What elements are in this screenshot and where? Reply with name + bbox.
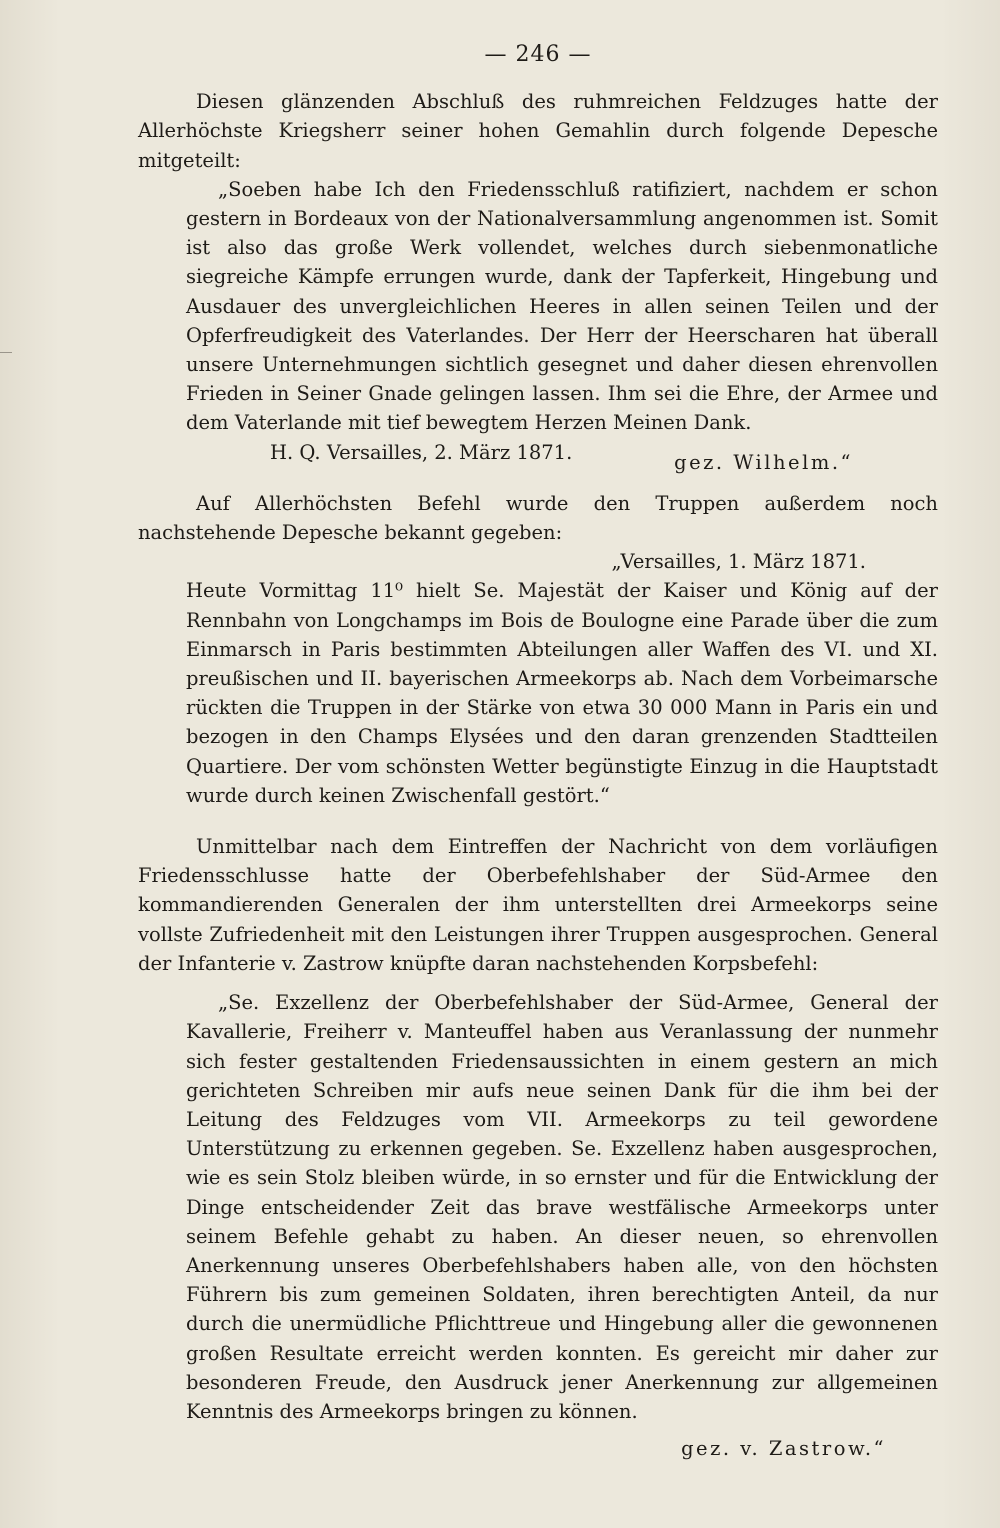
telegram-text-1: „Soeben habe Ich den Friedensschluß ratifiziert, nachdem er schon gestern in Bordeaux von der Nationalversammlung angenommen ist. Somit ist also das große Werk vollendet, welches durch siebenmonatliche siegreiche Kämpfe errungen wurde, dank der Tapferkeit, Hingebung und Ausdauer des unvergleichlichen Heeres in allen seinen Teilen und der Opferfreudigkeit des Vaterlandes. Der Herr der Heerscharen hat überall unsere Unternehmungen sichtlich gesegnet und daher diesen ehrenvollen Frieden in Seiner Gnade gelingen lassen. Ihm sei die Ehre, der Armee und dem Vaterlande mit tief bewegtem Herzen Meinen Dank. (186, 177, 938, 435)
page-number: — 246 — (484, 42, 592, 67)
place-date: H. Q. Versailles, 2. März 1871. (270, 440, 573, 464)
signature-row-1 (186, 438, 938, 474)
telegram-text-2: Heute Vormittag 11⁰ hielt Se. Majestät der Kaiser und König auf der Rennbahn von Longchamps im Bois de Boulogne eine Parade über die zum Einmarsch in Paris bestimmten Abteilungen aller Waffen des VI. und XI. preußischen und II. bayerischen Armeekorps ab. Nach dem Vorbeimarsche rückten die Truppen in der Stärke von etwa 30 000 Mann in Paris ein und bezogen in den Champs Elysées und den daran grenzenden Stadtteilen Quartiere. Der vom schönsten Wetter begünstigte Einzug in die Hauptstadt wurde durch keinen Zwischenfall gestört.“ (186, 579, 938, 807)
telegram-quote-2 (138, 547, 938, 810)
telegram-quote-1 (138, 175, 938, 474)
intro-paragraph: Diesen glänzenden Abschluß des ruhmreichen Feldzuges hatte der Allerhöchste Kriegsherr seiner hohen Gemahlin durch folgende Depesche mitgeteilt: (138, 90, 938, 172)
corps-order-quote (138, 988, 938, 1463)
telegram-date-2: „Versailles, 1. März 1871. (611, 550, 866, 574)
corps-order-text: „Se. Exzellenz der Oberbefehlshaber der Süd-Armee, General der Kavallerie, Freiherr v. Manteuffel haben aus Veranlassung der nunmehr sich fester gestaltenden Friedensaussichten in einem gestern an mich gerichteten Schreiben mir aufs neue seinen Dank für die ihm bei der Leitung des Feldzuges vom VII. Armeekorps zu teil gewordene Unterstützung zu erkennen gegeben. Se. Exzellenz haben ausgesprochen, wie es sein Stolz bleiben würde, in so ernster und für die Entwicklung der Dinge entscheidender Zeit das brave westfälische Armeekorps unter seinem Befehle gehabt zu haben. An dieser neuen, so ehrenvollen Anerkennung unseres Oberbefehlshabers haben alle, von den höchsten Führern bis zum gemeinen Soldaten, ihren berechtigten Anteil, da nur durch die unermüdliche Pflichttreue und Hingebung aller die gewonnenen großen Resultate erreicht werden konnten. Es gereicht mir daher zur besonderen Freude, den Ausdruck jener Anerkennung zur allgemeinen Kenntnis des Armeekorps bringen zu können. (186, 991, 938, 1423)
second-paragraph: Auf Allerhöchsten Befehl wurde den Truppen außerdem noch nachstehende Depesche bekannt gegeben: (138, 491, 938, 545)
page-edge-mark (0, 352, 12, 353)
third-paragraph: Unmittelbar nach dem Eintreffen der Nachricht von dem vorläufigen Friedensschlusse hatte der Oberbefehlshaber der Süd-Armee den kommandierenden Generalen der ihm unterstellten drei Armeekorps seine vollste Zufriedenheit mit den Leistungen ihrer Truppen ausgesprochen. General der Infanterie v. Zastrow knüpfte daran nachstehenden Korpsbefehl: (138, 835, 938, 975)
page-content (138, 40, 938, 1463)
signature-wilhelm: gez. Wilhelm.“ (674, 450, 853, 474)
signature-zastrow: gez. v. Zastrow.“ (681, 1437, 886, 1461)
